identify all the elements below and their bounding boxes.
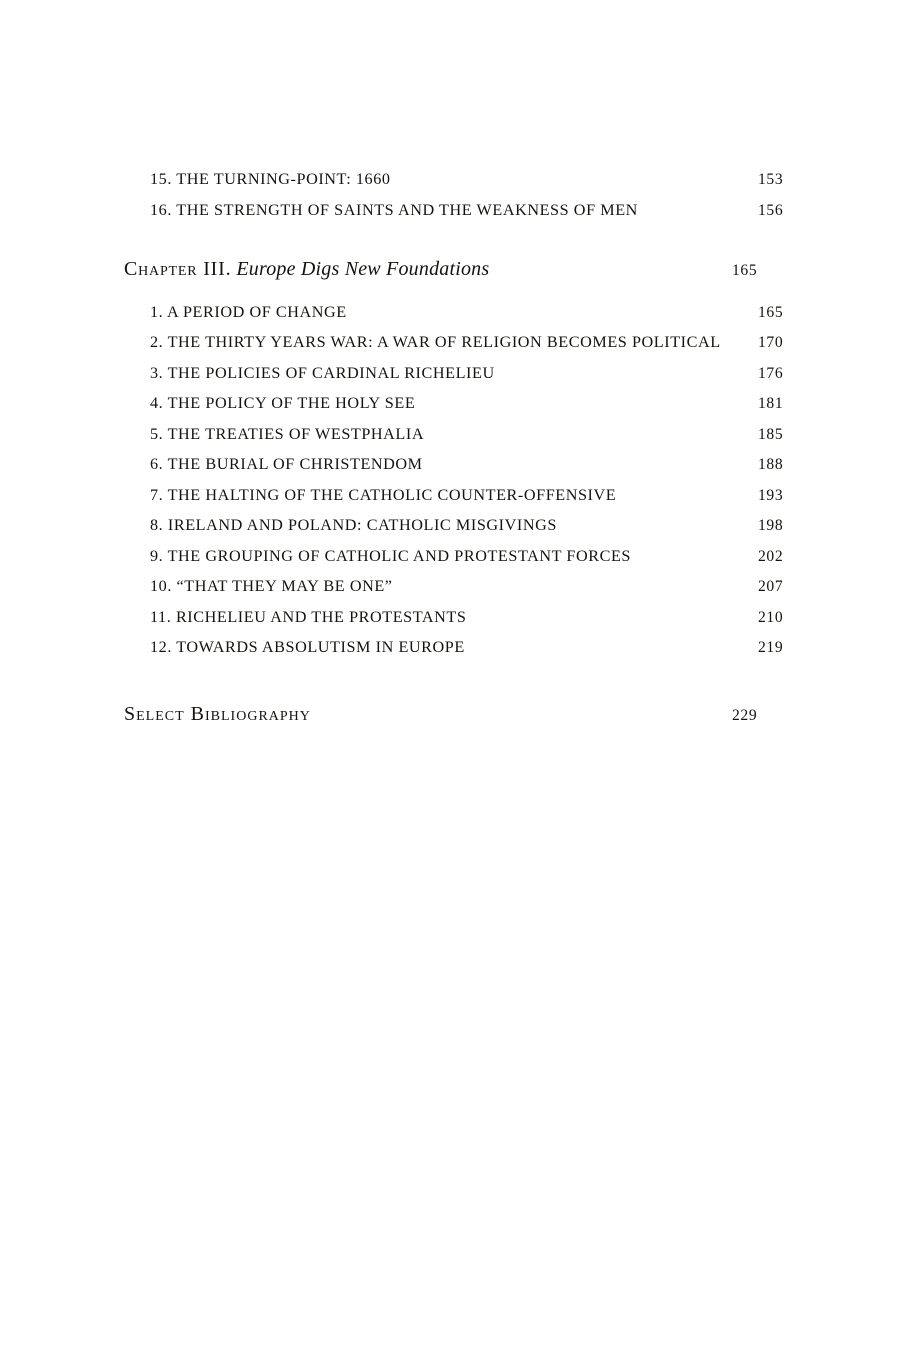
toc-entry-page: 176 xyxy=(758,364,784,382)
toc-chapter-name: Europe Digs New Foundations xyxy=(236,257,490,280)
toc-bibliography-label: Select Bibliography xyxy=(124,703,311,725)
toc-entry-label: 16. THE STRENGTH OF SAINTS AND THE WEAKNESS OF MEN xyxy=(150,200,638,219)
toc-entry-label: 11. RICHELIEU AND THE PROTESTANTS xyxy=(150,607,467,626)
toc-entry-page: 207 xyxy=(758,578,784,595)
toc-chapter-title xyxy=(124,258,489,281)
toc-entry-page: 153 xyxy=(758,171,784,188)
table-of-contents xyxy=(122,170,782,726)
toc-entry[interactable] xyxy=(122,455,810,474)
toc-entry-page: 198 xyxy=(758,517,784,534)
toc-chapter-heading[interactable] xyxy=(122,258,784,281)
toc-entry[interactable] xyxy=(122,170,810,189)
toc-entry-label: 12. TOWARDS ABSOLUTISM IN EUROPE xyxy=(150,638,465,656)
toc-entry-label: 4. THE POLICY OF THE HOLY SEE xyxy=(150,394,416,412)
toc-entry[interactable] xyxy=(122,516,810,535)
toc-entry[interactable] xyxy=(122,577,810,596)
toc-chapter-page: 165 xyxy=(732,261,758,279)
toc-entry[interactable] xyxy=(122,201,810,220)
toc-chapter-number: Chapter III. xyxy=(124,257,232,280)
toc-entry-label: 6. THE BURIAL OF CHRISTENDOM xyxy=(150,455,423,473)
toc-entry-label: 15. THE TURNING-POINT: 1660 xyxy=(150,170,391,188)
toc-entry-label: 9. THE GROUPING OF CATHOLIC AND PROTESTANT FORCES xyxy=(150,546,631,565)
toc-entry-label: 2. THE THIRTY YEARS WAR: A WAR OF RELIGION BECOMES POLITICAL xyxy=(150,333,721,351)
toc-entry-page: 202 xyxy=(758,547,784,565)
toc-entry[interactable] xyxy=(122,333,810,352)
toc-entry-page: 193 xyxy=(758,486,784,504)
toc-entry[interactable] xyxy=(122,547,810,566)
toc-entry[interactable] xyxy=(122,425,810,444)
toc-entry-label: 3. THE POLICIES OF CARDINAL RICHELIEU xyxy=(150,363,495,382)
toc-entry-label: 1. A PERIOD OF CHANGE xyxy=(150,302,347,321)
toc-entry-label: 8. IRELAND AND POLAND: CATHOLIC MISGIVINGS xyxy=(150,516,557,534)
toc-entry-label: 10. “THAT THEY MAY BE ONE” xyxy=(150,577,393,595)
toc-entry[interactable] xyxy=(122,486,810,505)
toc-bibliography[interactable] xyxy=(122,703,784,726)
toc-entry-page: 165 xyxy=(758,303,784,321)
toc-entry-page: 156 xyxy=(758,201,784,219)
toc-entry-page: 181 xyxy=(758,395,784,412)
toc-entry-page: 210 xyxy=(758,608,784,626)
toc-entry-page: 219 xyxy=(758,639,784,656)
toc-entry[interactable] xyxy=(122,303,810,322)
toc-entry-page: 185 xyxy=(758,425,784,443)
toc-entry-page: 170 xyxy=(758,334,784,351)
toc-entry[interactable] xyxy=(122,638,810,657)
toc-entry-label: 5. THE TREATIES OF WESTPHALIA xyxy=(150,424,425,443)
toc-entry[interactable] xyxy=(122,608,810,627)
toc-entry-page: 188 xyxy=(758,456,784,473)
toc-entry[interactable] xyxy=(122,394,810,413)
toc-entry-label: 7. THE HALTING OF THE CATHOLIC COUNTER-OFFENSIVE xyxy=(150,485,617,504)
toc-bibliography-page: 229 xyxy=(732,707,758,724)
toc-entry[interactable] xyxy=(122,364,810,383)
